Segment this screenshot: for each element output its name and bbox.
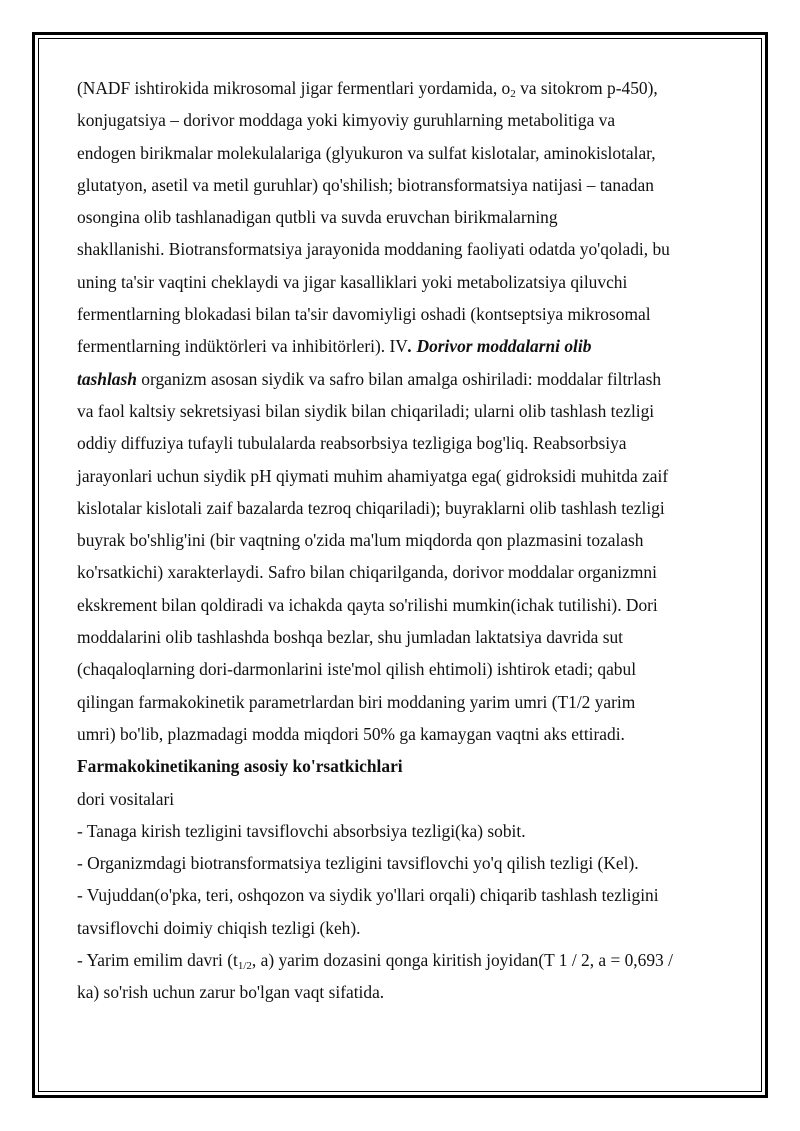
subscript: 2 — [510, 88, 516, 100]
text-line: oddiy diffuziya tufayli tubulalarda reabsorbsiya tezligiga bog'liq. Reabsorbsiya — [77, 433, 627, 454]
text-line: shakllanishi. Biotransformatsiya jarayonida moddaning faoliyati odatda yo'qoladi, bu — [77, 239, 670, 260]
text-line: buyrak bo'shlig'ini (bir vaqtning o'zida ma'lum miqdorda qon plazmasini tozalash — [77, 530, 644, 551]
text-line: endogen birikmalar molekulalariga (glyukuron va sulfat kislotalar, aminokislotalar, — [77, 142, 656, 163]
section-heading: Farmakokinetikaning asosiy ko'rsatkichlari — [77, 756, 403, 777]
list-item: - Organizmdagi biotransformatsiya tezligini tavsiflovchi yo'q qilish tezligi (Kel). — [77, 853, 639, 874]
text-line: moddalarini olib tashlashda boshqa bezlar, shu jumladan laktatsiya davrida sut — [77, 627, 624, 648]
text-line: tavsiflovchi doimiy chiqish tezligi (keh). — [77, 917, 361, 938]
list-item: - Tanaga kirish tezligini tavsiflovchi absorbsiya tezligi(ka) sobit. — [77, 820, 526, 841]
subscript: 1/2 — [237, 960, 252, 973]
text-line: ekskrement bilan qoldiradi va ichakda qayta so'rilishi mumkin(ichak tutilishi). Dori — [77, 594, 658, 615]
list-item: - Vujuddan(o'pka, teri, oshqozon va siydik yo'llari orqali) chiqarib tashlash tezligini — [77, 885, 659, 906]
text-line: osongina olib tashlanadigan qutbli va suvda eruvchan birikmalarning — [77, 207, 558, 228]
document-body — [77, 72, 737, 1009]
section-heading-inline: . Dorivor moddalarni olib — [407, 336, 592, 357]
text-line: va faol kaltsiy sekretsiyasi bilan siydik bilan chiqariladi; ularni olib tashlash tezligi — [77, 400, 655, 421]
text-line: fermentlarning indüktörleri va inhibitörleri). IV. Dorivor moddalarni olib — [77, 336, 592, 357]
text-line: umri) bo'lib, plazmadagi modda miqdori 50% ga kamaygan vaqtni aks ettiradi. — [77, 723, 625, 744]
text-line: (NADF ishtirokida mikrosomal jigar fermentlari yordamida, $o_2$ va sitokrom p-450), — [77, 78, 658, 100]
text-line: tashlash organizm asosan siydik va safro bilan amalga oshiriladi: moddalar filtrlash — [77, 368, 662, 389]
text-line: konjugatsiya – dorivor moddaga yoki kimyoviy guruhlarning metabolitiga va — [77, 110, 616, 131]
text-line: fermentlarning blokadasi bilan ta'sir davomiyligi oshadi (kontseptsiya mikrosomal — [77, 304, 651, 325]
text-line: uning ta'sir vaqtini cheklaydi va jigar kasalliklari yoki metabolizatsiya qiluvchi — [77, 271, 628, 292]
section-heading-inline: tashlash — [77, 368, 137, 389]
text-line: jarayonlari uchun siydik pH qiymati muhim ahamiyatga ega( gidroksidi muhitda zaif — [77, 465, 669, 486]
list-item: - Yarim emilim davri ($t_{1/2}$, a) yarim dozasini qonga kiritish joyidan(T 1 / 2, a = 0,693 / — [77, 950, 673, 973]
text-line: kislotalar kislotali zaif bazalarda tezroq chiqariladi); buyraklarni olib tashlash tezligi — [77, 497, 665, 518]
text-line: ko'rsatkichi) xarakterlaydi. Safro bilan chiqarilganda, dorivor moddalar organizmni — [77, 562, 657, 583]
text-line: ka) so'rish uchun zarur bo'lgan vaqt sifatida. — [77, 982, 385, 1003]
text-line: (chaqaloqlarning dori-darmonlarini iste'mol qilish ehtimoli) ishtirok etadi; qabul — [77, 659, 637, 680]
text-line: qilingan farmakokinetik parametrlardan biri moddaning yarim umri (T1/2 yarim — [77, 691, 636, 712]
text-line: dori vositalari — [77, 788, 175, 809]
text-line: glutatyon, asetil va metil guruhlar) qo'shilish; biotransformatsiya natijasi – tanadan — [77, 174, 654, 195]
